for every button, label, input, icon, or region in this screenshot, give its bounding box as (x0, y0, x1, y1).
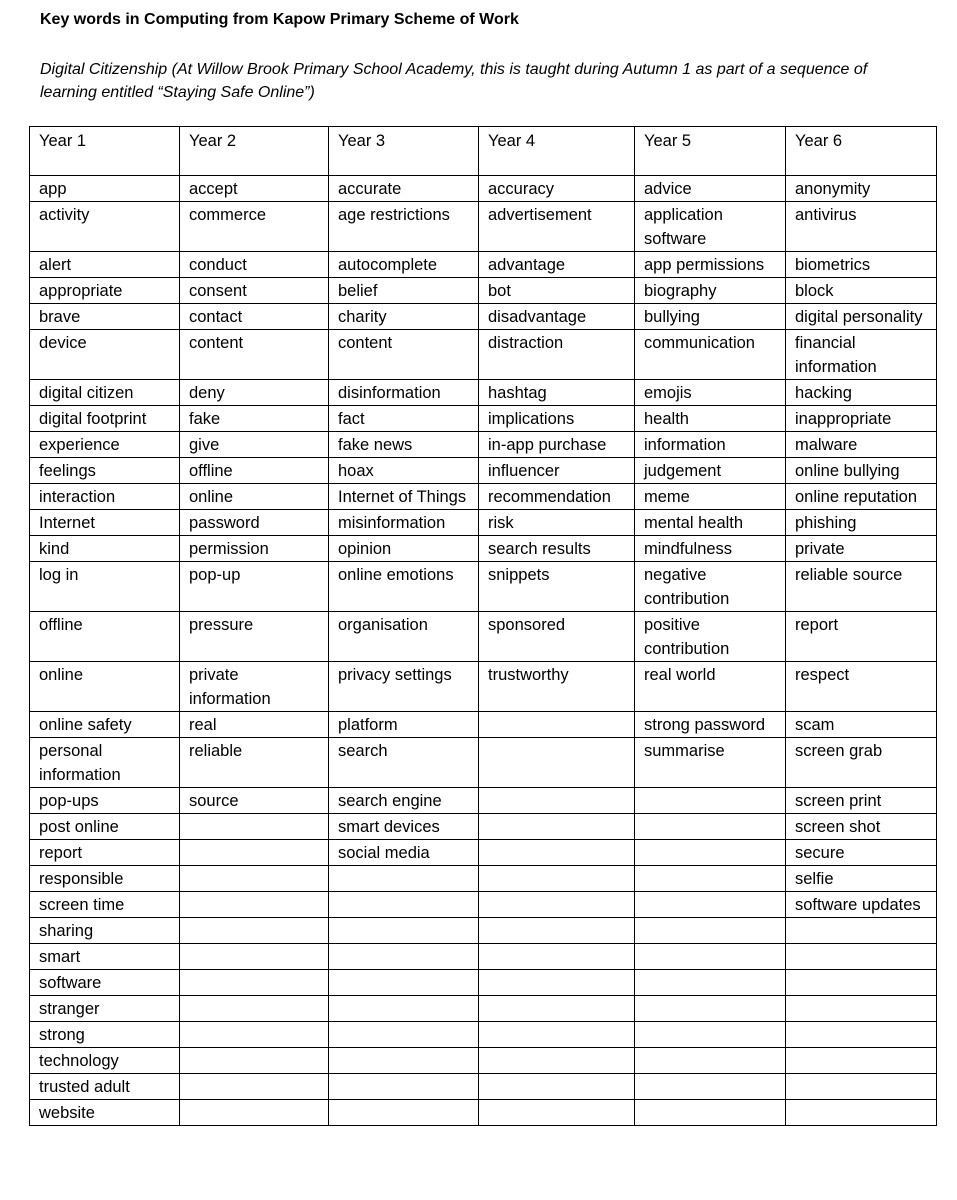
keyword-cell-year-2: real (180, 712, 329, 738)
keyword-cell-year-6: selfie (786, 866, 937, 892)
keyword-cell-year-2: contact (180, 304, 329, 330)
table-row (30, 202, 937, 252)
keyword-cell-year-6: private (786, 536, 937, 562)
keyword-cell-year-3: disinformation (329, 380, 479, 406)
table-row (30, 918, 937, 944)
keyword-cell-year-6: report (786, 612, 937, 662)
table-row (30, 252, 937, 278)
table-row (30, 176, 937, 202)
keyword-cell-year-4 (479, 892, 635, 918)
keyword-cell-year-6: hacking (786, 380, 937, 406)
table-row (30, 712, 937, 738)
keyword-cell-year-2 (180, 944, 329, 970)
page-title: Key words in Computing from Kapow Primary Scheme of Work (40, 11, 519, 28)
table-header-row (30, 127, 937, 176)
keyword-cell-year-5 (635, 814, 786, 840)
keyword-cell-year-6: software updates (786, 892, 937, 918)
keyword-cell-year-4: distraction (479, 330, 635, 380)
keyword-cell-year-3: search engine (329, 788, 479, 814)
keyword-cell-year-3 (329, 866, 479, 892)
table-row (30, 1074, 937, 1100)
keyword-cell-year-2: pop-up (180, 562, 329, 612)
table-row (30, 562, 937, 612)
keyword-cell-year-4 (479, 1074, 635, 1100)
keyword-cell-year-5: information (635, 432, 786, 458)
keyword-cell-year-5: positive contribution (635, 612, 786, 662)
keyword-cell-year-3: autocomplete (329, 252, 479, 278)
keyword-cell-year-2: content (180, 330, 329, 380)
keyword-cell-year-4 (479, 1100, 635, 1126)
column-header-year-6: Year 6 (786, 127, 937, 176)
keyword-cell-year-5: app permissions (635, 252, 786, 278)
table-row (30, 738, 937, 788)
keyword-cell-year-5: meme (635, 484, 786, 510)
keyword-cell-year-5 (635, 1048, 786, 1074)
keyword-cell-year-3: platform (329, 712, 479, 738)
column-header-year-4: Year 4 (479, 127, 635, 176)
keyword-cell-year-6: reliable source (786, 562, 937, 612)
keyword-cell-year-3 (329, 970, 479, 996)
keyword-cell-year-5: emojis (635, 380, 786, 406)
keyword-cell-year-2 (180, 1074, 329, 1100)
keyword-cell-year-4 (479, 970, 635, 996)
keyword-cell-year-1: device (30, 330, 180, 380)
keyword-cell-year-3: privacy settings (329, 662, 479, 712)
keyword-cell-year-4 (479, 1048, 635, 1074)
keyword-cell-year-3: fake news (329, 432, 479, 458)
keyword-cell-year-5: biography (635, 278, 786, 304)
table-row (30, 330, 937, 380)
keyword-cell-year-3: opinion (329, 536, 479, 562)
keyword-cell-year-1: feelings (30, 458, 180, 484)
keyword-cell-year-1: brave (30, 304, 180, 330)
keyword-cell-year-4: search results (479, 536, 635, 562)
table-row (30, 380, 937, 406)
keyword-cell-year-2: password (180, 510, 329, 536)
keyword-cell-year-4: recommendation (479, 484, 635, 510)
keyword-cell-year-5: strong password (635, 712, 786, 738)
keyword-cell-year-2: consent (180, 278, 329, 304)
keyword-cell-year-2 (180, 1048, 329, 1074)
table-row (30, 536, 937, 562)
keyword-cell-year-2: offline (180, 458, 329, 484)
keyword-cell-year-4: bot (479, 278, 635, 304)
keyword-cell-year-1: digital footprint (30, 406, 180, 432)
keyword-cell-year-6 (786, 1100, 937, 1126)
keyword-cell-year-3: search (329, 738, 479, 788)
table-row (30, 996, 937, 1022)
keyword-cell-year-1: digital citizen (30, 380, 180, 406)
keyword-cell-year-5 (635, 1074, 786, 1100)
keyword-cell-year-2: conduct (180, 252, 329, 278)
keyword-cell-year-6: block (786, 278, 937, 304)
keywords-table (29, 126, 937, 1126)
keyword-cell-year-2 (180, 866, 329, 892)
keyword-cell-year-3: misinformation (329, 510, 479, 536)
keyword-cell-year-4: influencer (479, 458, 635, 484)
keyword-cell-year-4: trustworthy (479, 662, 635, 712)
keyword-cell-year-2 (180, 970, 329, 996)
keyword-cell-year-5: application software (635, 202, 786, 252)
keyword-cell-year-6 (786, 918, 937, 944)
table-row (30, 484, 937, 510)
keyword-cell-year-3: Internet of Things (329, 484, 479, 510)
keyword-cell-year-1: online safety (30, 712, 180, 738)
keyword-cell-year-4: hashtag (479, 380, 635, 406)
keyword-cell-year-6: online bullying (786, 458, 937, 484)
keyword-cell-year-4 (479, 788, 635, 814)
column-header-year-1: Year 1 (30, 127, 180, 176)
keyword-cell-year-2: deny (180, 380, 329, 406)
keyword-cell-year-2: permission (180, 536, 329, 562)
keyword-cell-year-2 (180, 840, 329, 866)
table-row (30, 1100, 937, 1126)
table-row (30, 510, 937, 536)
keyword-cell-year-1: interaction (30, 484, 180, 510)
keyword-cell-year-6: respect (786, 662, 937, 712)
table-row (30, 662, 937, 712)
keyword-cell-year-3: smart devices (329, 814, 479, 840)
keyword-cell-year-5 (635, 866, 786, 892)
table-row (30, 788, 937, 814)
keyword-cell-year-3: fact (329, 406, 479, 432)
keyword-cell-year-6: antivirus (786, 202, 937, 252)
keyword-cell-year-1: experience (30, 432, 180, 458)
keyword-cell-year-2: private information (180, 662, 329, 712)
keyword-cell-year-6: digital personality (786, 304, 937, 330)
keyword-cell-year-2 (180, 1022, 329, 1048)
keyword-cell-year-6: screen shot (786, 814, 937, 840)
table-row (30, 840, 937, 866)
keyword-cell-year-6 (786, 1048, 937, 1074)
keyword-cell-year-3 (329, 918, 479, 944)
keyword-cell-year-3 (329, 1074, 479, 1100)
keyword-cell-year-3: belief (329, 278, 479, 304)
keyword-cell-year-1: pop-ups (30, 788, 180, 814)
keyword-cell-year-1: responsible (30, 866, 180, 892)
table-row (30, 458, 937, 484)
column-header-year-5: Year 5 (635, 127, 786, 176)
keyword-cell-year-5: judgement (635, 458, 786, 484)
keyword-cell-year-6: phishing (786, 510, 937, 536)
keyword-cell-year-1: smart (30, 944, 180, 970)
keyword-cell-year-6: biometrics (786, 252, 937, 278)
table-row (30, 944, 937, 970)
keyword-cell-year-4 (479, 712, 635, 738)
keyword-cell-year-4: disadvantage (479, 304, 635, 330)
keyword-cell-year-1: personal information (30, 738, 180, 788)
keyword-cell-year-5: bullying (635, 304, 786, 330)
keyword-cell-year-1: alert (30, 252, 180, 278)
keyword-cell-year-3 (329, 1048, 479, 1074)
table-row (30, 432, 937, 458)
keyword-cell-year-2 (180, 918, 329, 944)
keyword-cell-year-5 (635, 918, 786, 944)
keyword-cell-year-6 (786, 996, 937, 1022)
keyword-cell-year-2 (180, 1100, 329, 1126)
keyword-cell-year-1: report (30, 840, 180, 866)
keyword-cell-year-4 (479, 814, 635, 840)
keyword-cell-year-2: accept (180, 176, 329, 202)
table-row (30, 406, 937, 432)
keyword-cell-year-3 (329, 944, 479, 970)
keyword-cell-year-6 (786, 944, 937, 970)
keyword-cell-year-1: offline (30, 612, 180, 662)
keyword-cell-year-2: commerce (180, 202, 329, 252)
keyword-cell-year-5: communication (635, 330, 786, 380)
keyword-cell-year-6: financial information (786, 330, 937, 380)
keyword-cell-year-4: implications (479, 406, 635, 432)
table-row (30, 278, 937, 304)
keyword-cell-year-1: website (30, 1100, 180, 1126)
keyword-cell-year-3: social media (329, 840, 479, 866)
keyword-cell-year-1: kind (30, 536, 180, 562)
keyword-cell-year-1: online (30, 662, 180, 712)
keyword-cell-year-4 (479, 840, 635, 866)
keyword-cell-year-4 (479, 918, 635, 944)
keyword-cell-year-6: scam (786, 712, 937, 738)
keyword-cell-year-6: screen grab (786, 738, 937, 788)
keyword-cell-year-1: strong (30, 1022, 180, 1048)
keyword-cell-year-1: app (30, 176, 180, 202)
column-header-year-3: Year 3 (329, 127, 479, 176)
keyword-cell-year-3: online emotions (329, 562, 479, 612)
keyword-cell-year-6 (786, 1074, 937, 1100)
table-row (30, 304, 937, 330)
keyword-cell-year-2 (180, 814, 329, 840)
keyword-cell-year-3 (329, 1022, 479, 1048)
keyword-cell-year-1: stranger (30, 996, 180, 1022)
keyword-cell-year-4 (479, 866, 635, 892)
keyword-cell-year-3: age restrictions (329, 202, 479, 252)
keyword-cell-year-4: accuracy (479, 176, 635, 202)
keyword-cell-year-1: log in (30, 562, 180, 612)
keyword-cell-year-5 (635, 788, 786, 814)
keyword-cell-year-6: secure (786, 840, 937, 866)
keyword-cell-year-6: inappropriate (786, 406, 937, 432)
keyword-cell-year-4 (479, 738, 635, 788)
keyword-cell-year-5: mental health (635, 510, 786, 536)
keyword-cell-year-5 (635, 944, 786, 970)
table-row (30, 814, 937, 840)
keyword-cell-year-5: mindfulness (635, 536, 786, 562)
keyword-cell-year-3 (329, 892, 479, 918)
keyword-cell-year-5: advice (635, 176, 786, 202)
keyword-cell-year-4 (479, 1022, 635, 1048)
keyword-cell-year-5 (635, 1022, 786, 1048)
keyword-cell-year-4: in-app purchase (479, 432, 635, 458)
keyword-cell-year-5 (635, 840, 786, 866)
keyword-cell-year-2: fake (180, 406, 329, 432)
table-row (30, 612, 937, 662)
keyword-cell-year-1: post online (30, 814, 180, 840)
keyword-cell-year-3 (329, 1100, 479, 1126)
keyword-cell-year-4: advantage (479, 252, 635, 278)
keyword-cell-year-2 (180, 892, 329, 918)
keyword-cell-year-4 (479, 996, 635, 1022)
keyword-cell-year-1: screen time (30, 892, 180, 918)
keyword-cell-year-3: hoax (329, 458, 479, 484)
keyword-cell-year-2: pressure (180, 612, 329, 662)
keyword-cell-year-1: appropriate (30, 278, 180, 304)
keyword-cell-year-1: technology (30, 1048, 180, 1074)
table-row (30, 892, 937, 918)
keyword-cell-year-1: Internet (30, 510, 180, 536)
keyword-cell-year-5: negative contribution (635, 562, 786, 612)
keyword-cell-year-4: snippets (479, 562, 635, 612)
keyword-cell-year-1: trusted adult (30, 1074, 180, 1100)
keyword-cell-year-1: software (30, 970, 180, 996)
keyword-cell-year-2: online (180, 484, 329, 510)
keyword-cell-year-2: reliable (180, 738, 329, 788)
keyword-cell-year-5 (635, 892, 786, 918)
keyword-cell-year-3: organisation (329, 612, 479, 662)
keyword-cell-year-6 (786, 1022, 937, 1048)
page-subtitle: Digital Citizenship (At Willow Brook Primary School Academy, this is taught during Autumn 1 as part of a sequence of learning entitled “Staying Safe Online”) (40, 61, 868, 101)
keyword-cell-year-1: sharing (30, 918, 180, 944)
keyword-cell-year-5 (635, 996, 786, 1022)
keyword-cell-year-4: risk (479, 510, 635, 536)
keyword-cell-year-6: online reputation (786, 484, 937, 510)
keyword-cell-year-5 (635, 1100, 786, 1126)
table-row (30, 866, 937, 892)
keyword-cell-year-2: source (180, 788, 329, 814)
keyword-cell-year-1: activity (30, 202, 180, 252)
keyword-cell-year-4: advertisement (479, 202, 635, 252)
column-header-year-2: Year 2 (180, 127, 329, 176)
keyword-cell-year-5: summarise (635, 738, 786, 788)
keyword-cell-year-2: give (180, 432, 329, 458)
keyword-cell-year-5: real world (635, 662, 786, 712)
table-body (30, 176, 937, 1126)
table-row (30, 970, 937, 996)
keyword-cell-year-3 (329, 996, 479, 1022)
keyword-cell-year-3: content (329, 330, 479, 380)
table-row (30, 1048, 937, 1074)
keyword-cell-year-6: anonymity (786, 176, 937, 202)
keyword-cell-year-4 (479, 944, 635, 970)
keyword-cell-year-6: malware (786, 432, 937, 458)
keyword-cell-year-6 (786, 970, 937, 996)
keyword-cell-year-5: health (635, 406, 786, 432)
keyword-cell-year-4: sponsored (479, 612, 635, 662)
keyword-cell-year-6: screen print (786, 788, 937, 814)
keyword-cell-year-3: accurate (329, 176, 479, 202)
keyword-cell-year-3: charity (329, 304, 479, 330)
keyword-cell-year-5 (635, 970, 786, 996)
keyword-cell-year-2 (180, 996, 329, 1022)
table-row (30, 1022, 937, 1048)
